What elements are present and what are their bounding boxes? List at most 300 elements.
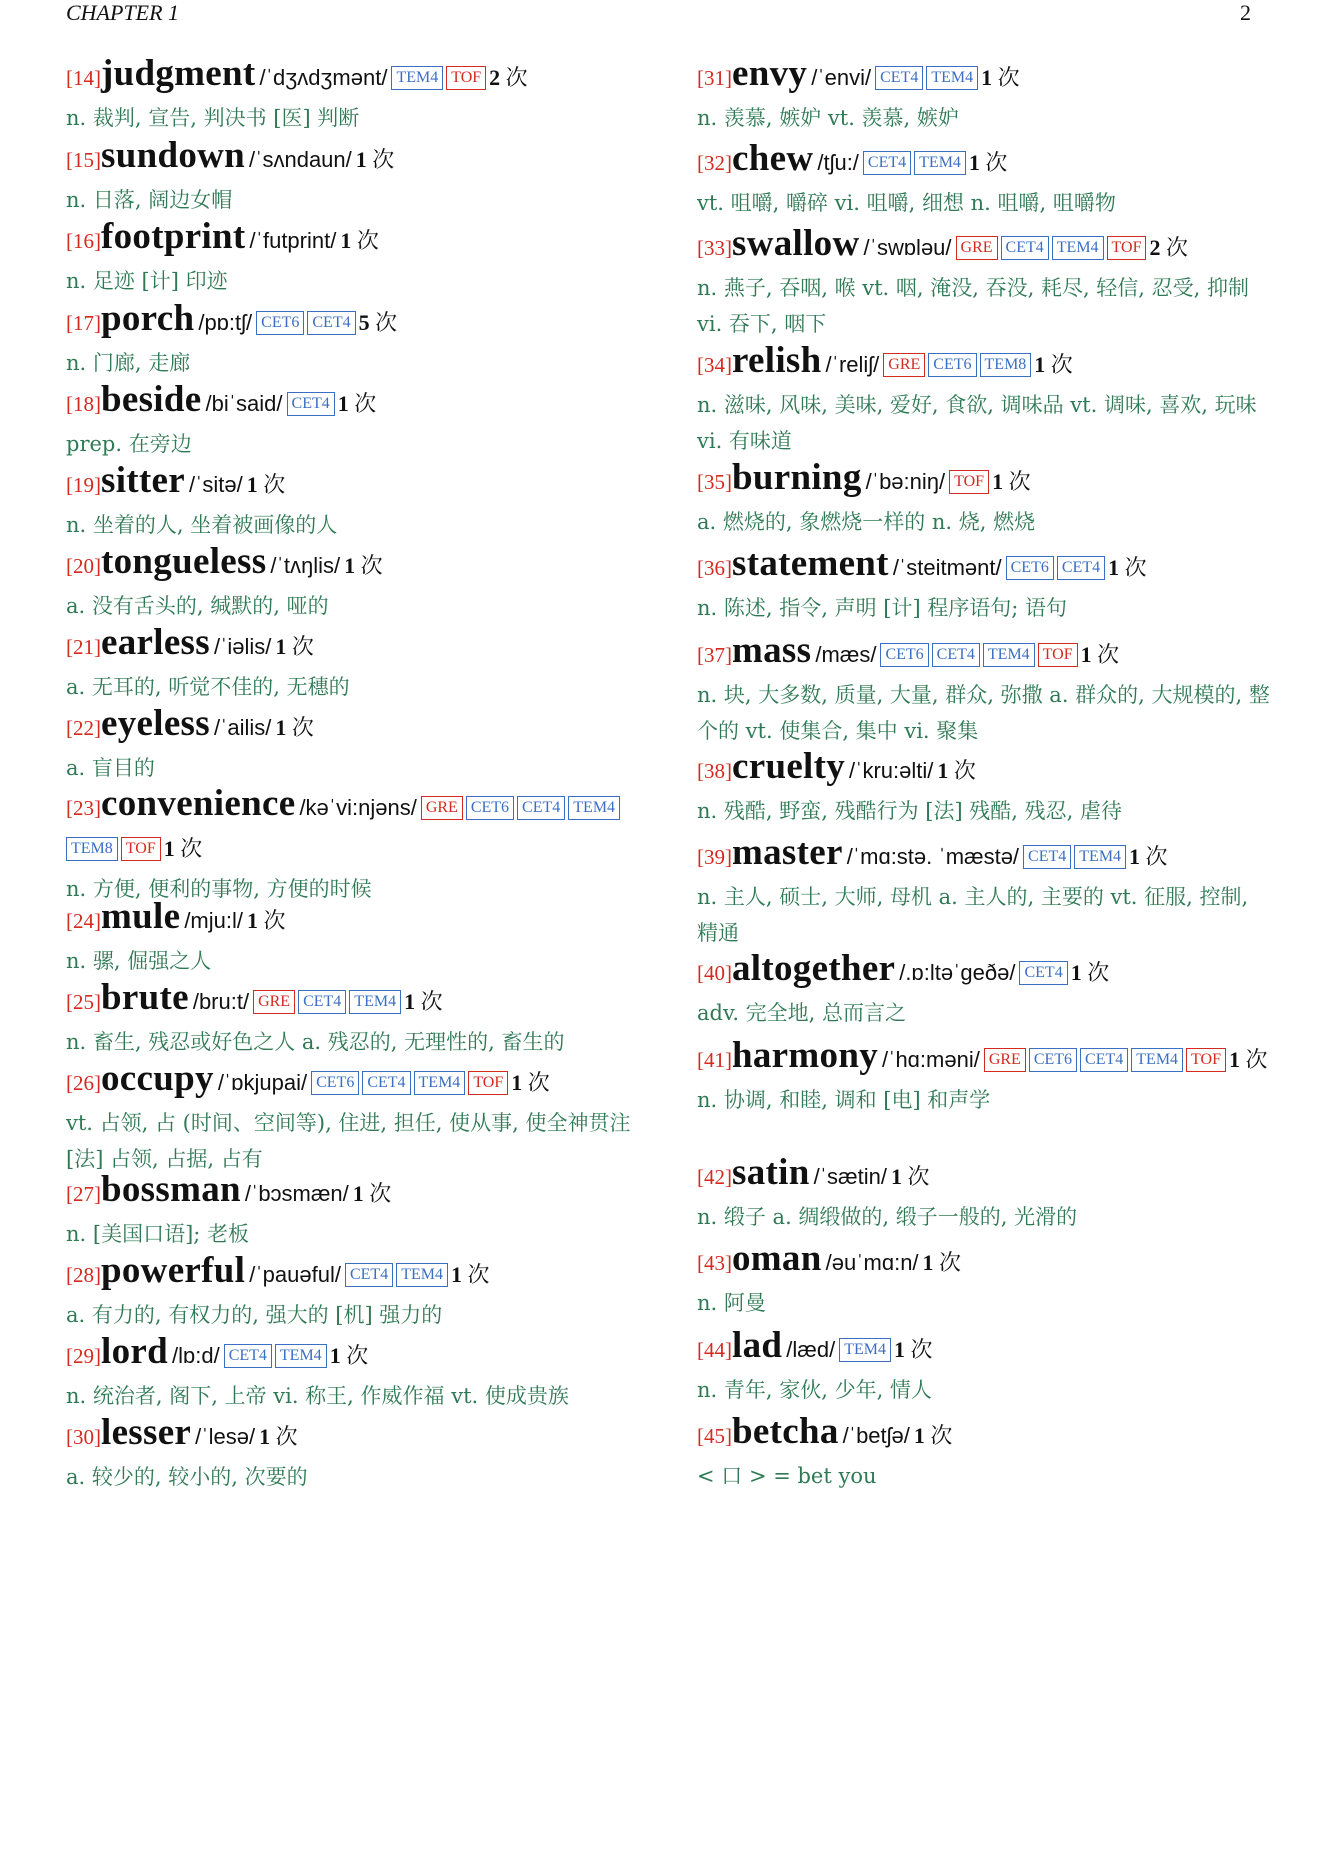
definition: n. 块, 大多数, 质量, 大量, 群众, 弥撒 a. 群众的, 大规模的, 整个的 vt. 使集合, 集中 vi. 聚集 (697, 683, 1270, 743)
exam-tag: GRE (956, 236, 998, 260)
entry-headline (697, 1240, 1272, 1285)
count-unit: 次 (369, 1181, 392, 1206)
count-unit: 次 (1097, 642, 1120, 667)
count-value: 1 (968, 150, 980, 175)
entry-number: [44] (697, 1338, 732, 1362)
exam-tag: CET4 (875, 66, 923, 90)
count-value: 1 (450, 1262, 462, 1287)
headword: eyeless (101, 703, 210, 744)
count-value: 1 (511, 1070, 523, 1095)
entry-headline (66, 218, 646, 263)
count-value: 1 (1070, 960, 1082, 985)
frequency-count (275, 715, 314, 740)
headword: porch (101, 298, 195, 339)
phonetic: /ˈtʌŋlis/ (270, 553, 341, 578)
phonetic: /ˈreliʃ/ (825, 352, 880, 377)
frequency-count (992, 469, 1031, 494)
exam-tag: TEM4 (914, 151, 966, 175)
exam-tag: TEM4 (275, 1344, 327, 1368)
headword: bossman (101, 1169, 241, 1210)
headword: footprint (101, 216, 246, 257)
frequency-count (1071, 960, 1110, 985)
frequency-count (1108, 555, 1147, 580)
frequency-count (404, 989, 443, 1014)
phonetic: /ˈsætin/ (813, 1164, 887, 1189)
frequency-count (344, 553, 383, 578)
frequency-count (247, 908, 286, 933)
entry-number: [31] (697, 66, 732, 90)
count-value: 1 (913, 1423, 925, 1448)
count-value: 1 (344, 553, 356, 578)
entry-headline (697, 545, 1272, 590)
frequency-count (275, 634, 314, 659)
count-unit: 次 (1145, 844, 1168, 869)
entry-number: [19] (66, 473, 101, 497)
frequency-count (1149, 235, 1188, 260)
headword: swallow (732, 223, 860, 264)
vocab-entry (697, 1154, 1272, 1235)
entry-headline (66, 1414, 646, 1459)
count-value: 1 (890, 1164, 902, 1189)
count-unit: 次 (997, 65, 1020, 90)
definition: adv. 完全地, 总而言之 (697, 1001, 907, 1025)
definition: n. 滋味, 风味, 美味, 爱好, 食欲, 调味品 vt. 调味, 喜欢, 玩味 vi. 有味道 (697, 393, 1257, 453)
phonetic: /ˈpauəful/ (249, 1262, 341, 1287)
entry-number: [34] (697, 353, 732, 377)
count-value: 1 (937, 758, 949, 783)
entry-headline (697, 225, 1272, 270)
frequency-count (356, 147, 395, 172)
exam-tag: TEM4 (1074, 845, 1126, 869)
count-value: 1 (981, 65, 993, 90)
vocab-entry (66, 1060, 646, 1177)
frequency-count (489, 65, 528, 90)
definition: n. 燕子, 吞咽, 喉 vt. 咽, 淹没, 吞没, 耗尽, 轻信, 忍受, 抑制 vi. 吞下, 咽下 (697, 276, 1250, 336)
count-unit: 次 (910, 1337, 933, 1362)
frequency-count (511, 1070, 550, 1095)
phonetic: /ˈhɑ:məni/ (882, 1047, 980, 1072)
headword: lad (732, 1325, 783, 1366)
exam-tag: CET4 (1023, 845, 1071, 869)
phonetic: /ˈswɒləu/ (863, 235, 952, 260)
exam-tag: CET4 (345, 1263, 393, 1287)
count-unit: 次 (420, 989, 443, 1014)
count-unit: 次 (907, 1164, 930, 1189)
headword: sitter (101, 460, 185, 501)
entry-headline (66, 1060, 646, 1105)
phonetic: /tʃu:/ (817, 150, 859, 175)
headword: lord (101, 1331, 168, 1372)
definition: n. 残酷, 野蛮, 残酷行为 [法] 残酷, 残忍, 虐待 (697, 799, 1123, 823)
headword: relish (732, 340, 822, 381)
count-value: 1 (992, 469, 1004, 494)
exam-tag: CET4 (1019, 961, 1067, 985)
definition: n. 主人, 硕士, 大师, 母机 a. 主人的, 主要的 vt. 征服, 控制, 精通 (697, 885, 1249, 945)
count-unit: 次 (527, 1070, 550, 1095)
vocab-entry (66, 55, 646, 136)
phonetic: /ˈbetʃə/ (842, 1423, 910, 1448)
exam-tag: TEM4 (391, 66, 443, 90)
headword: brute (101, 977, 189, 1018)
exam-tag: CET6 (1006, 556, 1054, 580)
count-value: 1 (275, 634, 287, 659)
count-unit: 次 (1087, 960, 1110, 985)
vocab-entry (697, 225, 1272, 342)
entry-number: [25] (66, 990, 101, 1014)
page-number: 2 (1240, 0, 1251, 25)
phonetic: /ˈdʒʌdʒmənt/ (259, 65, 388, 90)
exam-tag: TEM4 (349, 990, 401, 1014)
vocab-entry (697, 834, 1272, 951)
exam-tag: CET4 (932, 643, 980, 667)
entry-headline (697, 140, 1272, 185)
vocab-entry (66, 785, 646, 907)
entry-headline (66, 898, 646, 943)
phonetic: /ˈbɔsmæn/ (244, 1181, 349, 1206)
vocab-entry (697, 459, 1272, 540)
frequency-count (1129, 844, 1168, 869)
entry-number: [35] (697, 470, 732, 494)
headword: lesser (101, 1412, 192, 1453)
entry-number: [43] (697, 1251, 732, 1275)
entry-headline (697, 632, 1272, 677)
vocab-entry (66, 137, 646, 218)
entry-number: [45] (697, 1424, 732, 1448)
vocab-entry (66, 381, 646, 462)
count-unit: 次 (360, 553, 383, 578)
vocab-entry (66, 300, 646, 381)
count-unit: 次 (291, 715, 314, 740)
entry-number: [39] (697, 845, 732, 869)
exam-tag: GRE (253, 990, 295, 1014)
count-value: 1 (1129, 844, 1141, 869)
headword: mass (732, 630, 812, 671)
entry-number: [28] (66, 1263, 101, 1287)
exam-tag: CET4 (307, 311, 355, 335)
frequency-count (359, 310, 398, 335)
phonetic: /ˈfutprint/ (249, 228, 337, 253)
definition: n. 统治者, 阁下, 上帝 vi. 称王, 作威作福 vt. 使成贵族 (66, 1384, 569, 1408)
count-value: 1 (893, 1337, 905, 1362)
definition: n. 骡, 倔强之人 (66, 949, 212, 973)
definition: n. 畜生, 残忍或好色之人 a. 残忍的, 无理性的, 畜生的 (66, 1030, 565, 1054)
count-unit: 次 (467, 1262, 490, 1287)
entry-number: [32] (697, 151, 732, 175)
definition: n. 羡慕, 嫉妒 vt. 羡慕, 嫉妒 (697, 106, 959, 130)
headword: earless (101, 622, 210, 663)
headword: sundown (101, 135, 246, 176)
entry-headline (66, 1333, 646, 1378)
count-unit: 次 (985, 150, 1008, 175)
entry-number: [17] (66, 311, 101, 335)
count-value: 1 (259, 1424, 271, 1449)
vocab-entry (697, 1240, 1272, 1321)
count-value: 1 (163, 836, 175, 861)
definition: n. [美国口语]; 老板 (66, 1222, 250, 1246)
vocab-entry (697, 1413, 1272, 1494)
count-value: 1 (1108, 555, 1120, 580)
vocab-entry (697, 1327, 1272, 1408)
definition: vt. 咀嚼, 嚼碎 vi. 咀嚼, 细想 n. 咀嚼, 咀嚼物 (697, 191, 1116, 215)
phonetic: /mju:l/ (184, 908, 243, 933)
entry-headline (697, 1037, 1272, 1082)
frequency-count (891, 1164, 930, 1189)
count-unit: 次 (291, 634, 314, 659)
phonetic: /ˈsteitmənt/ (892, 555, 1002, 580)
chapter-header: CHAPTER 1 (66, 0, 180, 25)
count-unit: 次 (1050, 352, 1073, 377)
frequency-count (1081, 642, 1120, 667)
vocab-entry (66, 1252, 646, 1333)
count-value: 1 (352, 1181, 364, 1206)
entry-number: [41] (697, 1048, 732, 1072)
headword: statement (732, 543, 889, 584)
phonetic: /ˈailis/ (213, 715, 272, 740)
exam-tag: CET6 (466, 796, 514, 820)
entry-headline (66, 1252, 646, 1297)
vocab-entry (697, 950, 1272, 1031)
count-value: 2 (1149, 235, 1161, 260)
count-value: 1 (337, 391, 349, 416)
entry-headline (697, 1327, 1272, 1372)
phonetic: /biˈsaid/ (205, 391, 283, 416)
phonetic: /ˈkru:əlti/ (849, 758, 934, 783)
exam-tag: CET4 (287, 392, 335, 416)
count-value: 1 (247, 908, 258, 933)
vocab-entry (697, 55, 1272, 136)
vocab-entry (66, 462, 646, 543)
phonetic: /ˈsʌndaun/ (249, 147, 352, 172)
vocab-entry (697, 748, 1272, 829)
headword: judgment (101, 53, 256, 94)
entry-headline (66, 705, 646, 750)
headword: burning (732, 457, 862, 498)
entry-headline (66, 462, 646, 507)
vocab-entry (66, 1414, 646, 1495)
entry-number: [18] (66, 392, 101, 416)
vocab-entry (66, 543, 646, 624)
frequency-count (451, 1262, 490, 1287)
phonetic: /ˈlesə/ (195, 1424, 256, 1449)
definition: < 口 > = bet you (697, 1464, 877, 1488)
vocab-entry (697, 140, 1272, 221)
count-unit: 次 (375, 310, 398, 335)
exam-tag: TOF (121, 837, 161, 861)
vocab-entry (697, 1037, 1272, 1118)
entry-headline (66, 785, 646, 871)
definition: n. 日落, 阔边女帽 (66, 188, 233, 212)
count-unit: 次 (953, 758, 976, 783)
count-value: 2 (489, 65, 501, 90)
vocab-entry (697, 342, 1272, 459)
headword: occupy (101, 1058, 214, 1099)
frequency-count (914, 1423, 953, 1448)
phonetic: /lɒ:d/ (171, 1343, 220, 1368)
frequency-count (259, 1424, 298, 1449)
exam-tag: CET6 (256, 311, 304, 335)
vocab-entry (66, 898, 646, 979)
frequency-count (338, 391, 377, 416)
phonetic: /ˈsitə/ (188, 472, 243, 497)
exam-tag: CET4 (517, 796, 565, 820)
headword: beside (101, 379, 202, 420)
frequency-count (247, 472, 286, 497)
frequency-count (353, 1181, 392, 1206)
frequency-count (1034, 352, 1073, 377)
entry-headline (66, 543, 646, 588)
count-unit: 次 (1124, 555, 1147, 580)
frequency-count (330, 1343, 369, 1368)
frequency-count (981, 65, 1020, 90)
definition: a. 没有舌头的, 缄默的, 哑的 (66, 594, 329, 618)
definition: n. 门廊, 走廊 (66, 351, 191, 375)
vocab-entry (697, 545, 1272, 626)
entry-headline (697, 1413, 1272, 1458)
count-unit: 次 (930, 1423, 953, 1448)
exam-tag: CET4 (362, 1071, 410, 1095)
vocab-entry (66, 624, 646, 705)
entry-number: [33] (697, 236, 732, 260)
vocab-entry (697, 632, 1272, 749)
entry-number: [22] (66, 716, 101, 740)
definition: a. 较少的, 较小的, 次要的 (66, 1465, 308, 1489)
entry-number: [37] (697, 643, 732, 667)
exam-tag: TEM4 (396, 1263, 448, 1287)
vocab-entry (66, 218, 646, 299)
entry-headline (66, 979, 646, 1024)
exam-tag: CET6 (311, 1071, 359, 1095)
count-value: 1 (355, 147, 367, 172)
count-value: 1 (1034, 352, 1046, 377)
entry-headline (697, 1154, 1272, 1199)
phonetic: /bru:t/ (192, 989, 250, 1014)
headword: betcha (732, 1411, 839, 1452)
headword: mule (101, 896, 181, 937)
phonetic: /ˈɒkjupai/ (217, 1070, 308, 1095)
count-unit: 次 (180, 836, 203, 861)
headword: convenience (101, 783, 296, 824)
count-value: 1 (1228, 1047, 1240, 1072)
frequency-count (969, 150, 1008, 175)
entry-number: [24] (66, 909, 101, 933)
definition: n. 缎子 a. 绸缎做的, 缎子一般的, 光滑的 (697, 1205, 1078, 1229)
definition: n. 方便, 便利的事物, 方便的时候 (66, 877, 372, 901)
count-unit: 次 (356, 228, 379, 253)
definition: n. 陈述, 指令, 声明 [计] 程序语句; 语句 (697, 596, 1068, 620)
count-unit: 次 (1165, 235, 1188, 260)
headword: harmony (732, 1035, 878, 1076)
exam-tag: TEM4 (1131, 1048, 1183, 1072)
headword: tongueless (101, 541, 267, 582)
exam-tag: CET4 (1057, 556, 1105, 580)
entry-headline (697, 950, 1272, 995)
exam-tag: GRE (421, 796, 463, 820)
count-value: 1 (922, 1250, 934, 1275)
exam-tag: TOF (1107, 236, 1147, 260)
exam-tag: CET4 (224, 1344, 272, 1368)
entry-number: [29] (66, 1344, 101, 1368)
entry-headline (66, 381, 646, 426)
entry-number: [21] (66, 635, 101, 659)
phonetic: /mæs/ (815, 642, 877, 667)
headword: cruelty (732, 746, 846, 787)
count-value: 1 (340, 228, 352, 253)
count-unit: 次 (1008, 469, 1031, 494)
entry-number: [42] (697, 1165, 732, 1189)
frequency-count (894, 1337, 933, 1362)
exam-tag: TEM8 (980, 353, 1032, 377)
definition: prep. 在旁边 (66, 432, 192, 456)
exam-tag: TEM4 (926, 66, 978, 90)
count-unit: 次 (275, 1424, 298, 1449)
phonetic: /pɒ:tʃ/ (198, 310, 253, 335)
vocab-entry (66, 1171, 646, 1252)
exam-tag: CET6 (928, 353, 976, 377)
entry-headline (66, 1171, 646, 1216)
phonetic: /ˈbə:niŋ/ (865, 469, 946, 494)
exam-tag: CET4 (1080, 1048, 1128, 1072)
count-value: 1 (275, 715, 287, 740)
entry-number: [14] (66, 66, 101, 90)
definition: a. 无耳的, 听觉不佳的, 无穗的 (66, 675, 350, 699)
frequency-count (340, 228, 379, 253)
exam-tag: TOF (446, 66, 486, 90)
count-unit: 次 (372, 147, 395, 172)
count-unit: 次 (354, 391, 377, 416)
entry-headline (697, 834, 1272, 879)
phonetic: /.ɒ:ltəˈgeðə/ (899, 960, 1016, 985)
exam-tag: CET6 (880, 643, 928, 667)
definition: a. 有力的, 有权力的, 强大的 [机] 强力的 (66, 1303, 443, 1327)
entry-number: [27] (66, 1182, 101, 1206)
phonetic: /ˈmɑ:stə. ˈmæstə/ (846, 844, 1020, 869)
exam-tag: TOF (949, 470, 989, 494)
definition: n. 协调, 和睦, 调和 [电] 和声学 (697, 1088, 991, 1112)
headword: altogether (732, 948, 896, 989)
entry-number: [15] (66, 148, 101, 172)
count-value: 1 (329, 1343, 341, 1368)
exam-tag: GRE (883, 353, 925, 377)
count-unit: 次 (939, 1250, 962, 1275)
count-unit: 次 (263, 472, 286, 497)
phonetic: /ˈenvi/ (811, 65, 872, 90)
entry-number: [23] (66, 796, 101, 820)
entry-number: [38] (697, 759, 732, 783)
exam-tag: TOF (468, 1071, 508, 1095)
exam-tag: TOF (1038, 643, 1078, 667)
frequency-count (164, 836, 203, 861)
headword: master (732, 832, 843, 873)
count-value: 1 (404, 989, 416, 1014)
entry-number: [40] (697, 961, 732, 985)
exam-tag: TEM4 (1052, 236, 1104, 260)
entry-headline (66, 300, 646, 345)
entry-number: [16] (66, 229, 101, 253)
entry-headline (697, 459, 1272, 504)
phonetic: /əuˈmɑ:n/ (825, 1250, 919, 1275)
entry-number: [30] (66, 1425, 101, 1449)
definition: n. 坐着的人, 坐着被画像的人 (66, 513, 338, 537)
exam-tag: TEM4 (414, 1071, 466, 1095)
vocab-entry (66, 979, 646, 1060)
exam-tag: CET4 (1001, 236, 1049, 260)
definition: n. 裁判, 宣告, 判决书 [医] 判断 (66, 106, 360, 130)
definition: n. 足迹 [计] 印迹 (66, 269, 228, 293)
headword: satin (732, 1152, 810, 1193)
exam-tag: GRE (984, 1048, 1026, 1072)
entry-number: [20] (66, 554, 101, 578)
definition: n. 青年, 家伙, 少年, 情人 (697, 1378, 932, 1402)
